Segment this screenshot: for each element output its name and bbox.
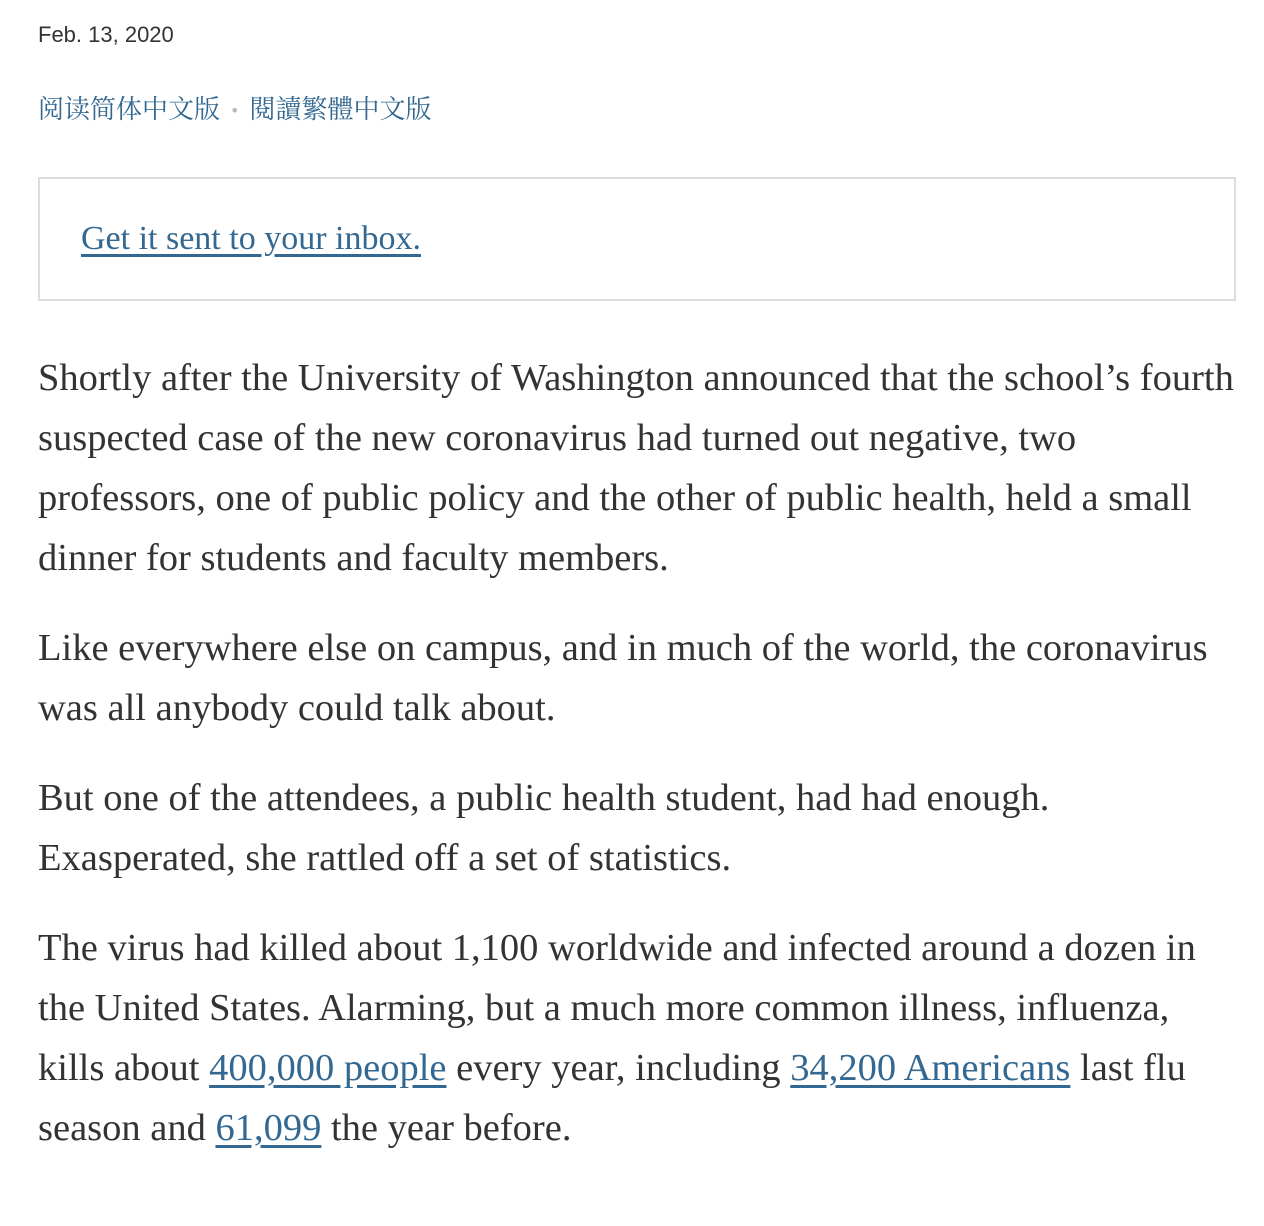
article-paragraph: Like everywhere else on campus, and in much of the world, the coronavirus was all anybody could talk about. bbox=[38, 627, 1208, 729]
simplified-chinese-link[interactable]: 阅读简体中文版 bbox=[38, 95, 221, 125]
traditional-chinese-link[interactable]: 閱讀繁體中文版 bbox=[249, 95, 432, 125]
flu-deaths-prior-year-link[interactable]: 61,099 bbox=[215, 1107, 322, 1149]
language-links bbox=[38, 92, 431, 129]
article-paragraph: But one of the attendees, a public health student, had had enough. Exasperated, she rattled off a set of statistics. bbox=[38, 777, 1050, 879]
article-paragraph: Shortly after the University of Washington announced that the school’s fourth suspected case of the new coronavirus had turned out negative, two professors, one of public policy and the other of public health, held a small dinner for students and faculty members. bbox=[38, 357, 1234, 579]
article-paragraph bbox=[38, 918, 1238, 1158]
flu-deaths-worldwide-link[interactable]: 400,000 people bbox=[209, 1047, 447, 1089]
flu-deaths-last-season-link[interactable]: 34,200 Americans bbox=[790, 1047, 1071, 1089]
paragraph-text: every year, including bbox=[446, 1047, 791, 1089]
paragraph-text: last flu season and bbox=[38, 1047, 1186, 1149]
newsletter-promo-box bbox=[38, 177, 1236, 301]
paragraph-text: the year before. bbox=[321, 1107, 572, 1149]
article-dateline: Feb. 13, 2020 bbox=[38, 22, 174, 47]
language-separator: • bbox=[230, 100, 240, 120]
paragraph-text: The virus had killed about 1,100 worldwide and infected around a dozen in the United States. Alarming, but a much more common illness, influenza, kills about bbox=[38, 927, 1196, 1089]
newsletter-signup-link[interactable]: Get it sent to your inbox. bbox=[81, 220, 421, 257]
article-body bbox=[38, 348, 1238, 1188]
